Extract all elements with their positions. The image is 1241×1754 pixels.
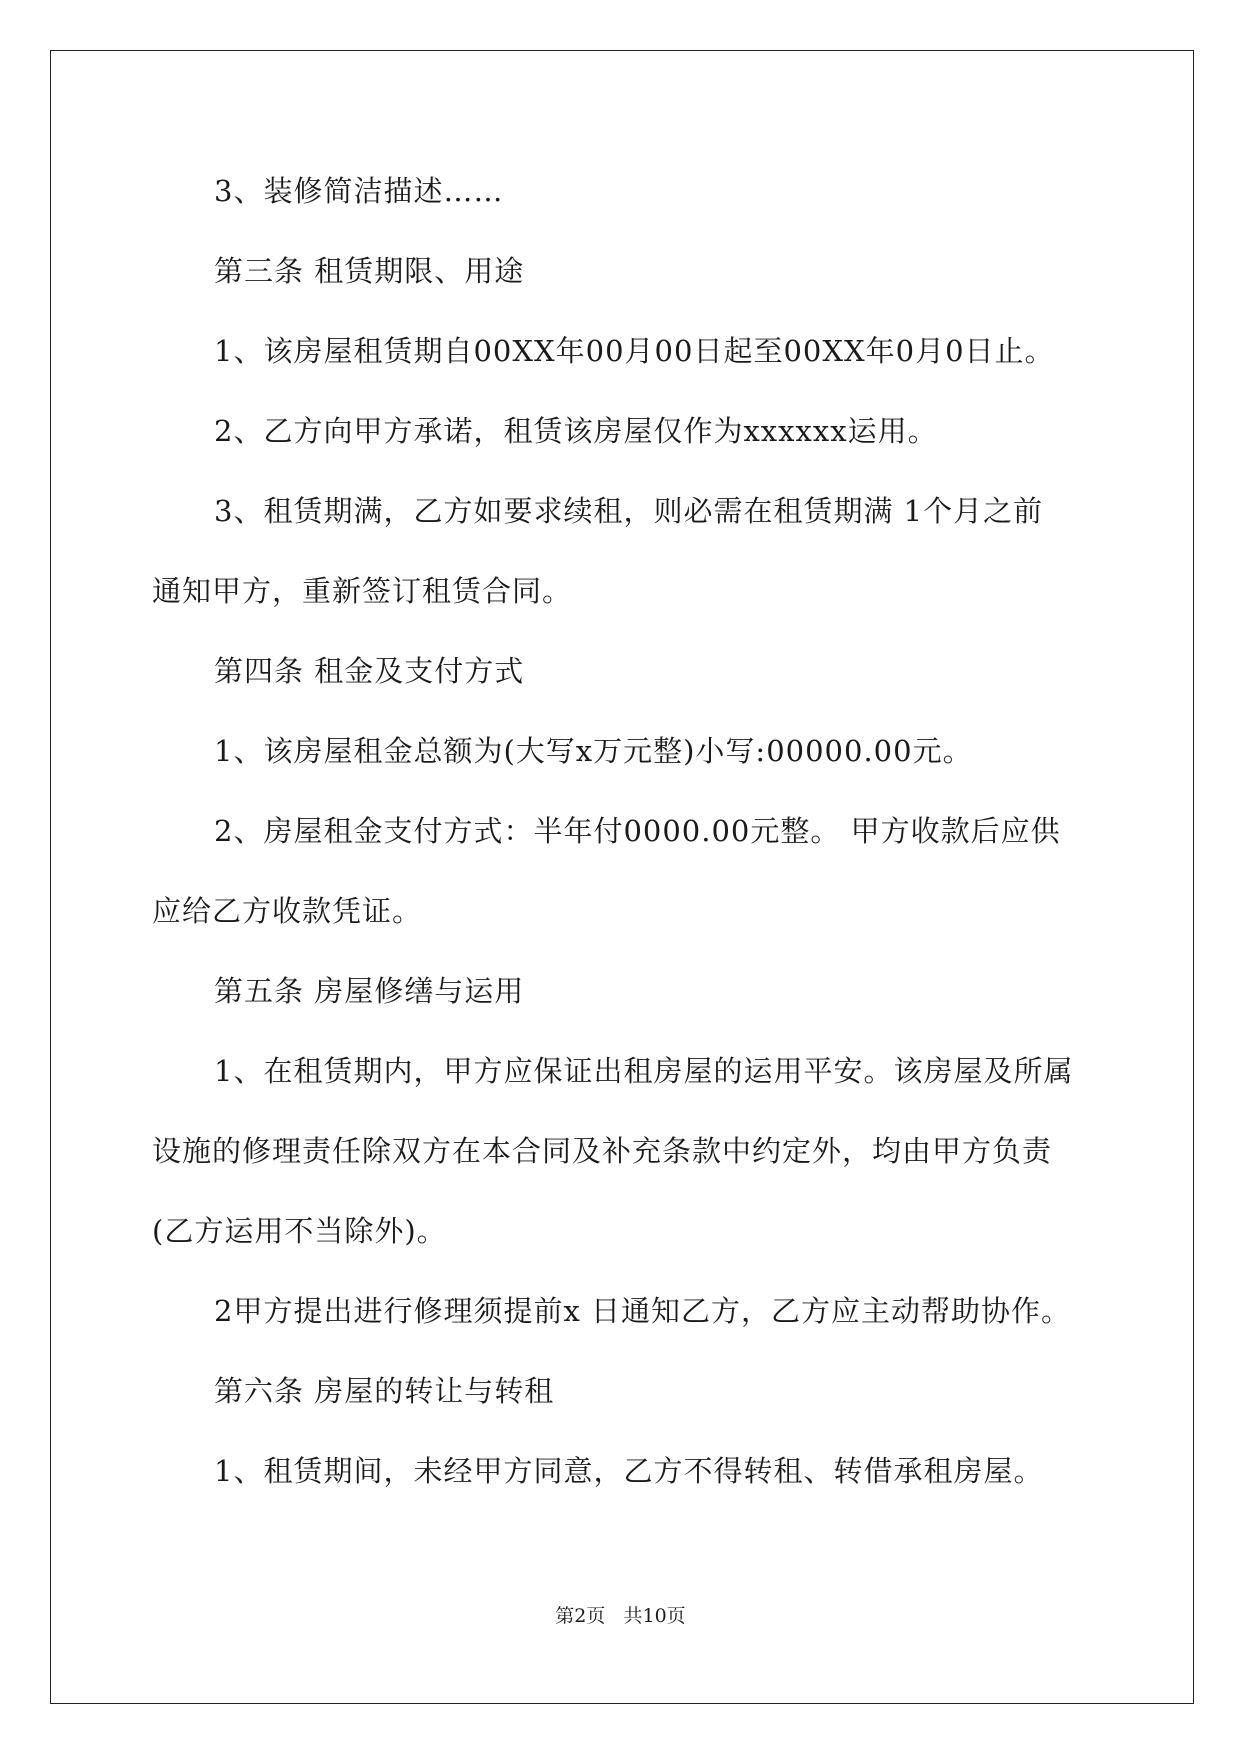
paragraph-line: (乙方运用不当除外)。 bbox=[152, 1214, 447, 1248]
paragraph-line: 2、乙方向甲方承诺，租赁该房屋仅作为xxxxxx运用。 bbox=[214, 414, 938, 448]
paragraph-line: 2甲方提出进行修理须提前x 日通知乙方，乙方应主动帮助协作。 bbox=[214, 1294, 1072, 1328]
paragraph-line: 1、在租赁期内，甲方应保证出租房屋的运用平安。该房屋及所属 bbox=[214, 1054, 1074, 1088]
paragraph-line: 3、租赁期满，乙方如要求续租，则必需在租赁期满 1个月之前 bbox=[214, 494, 1044, 528]
page-footer: 第2页 共10页 bbox=[555, 1605, 686, 1627]
paragraph-line: 通知甲方，重新签订租赁合同。 bbox=[152, 574, 573, 608]
paragraph-line: 1、租赁期间，未经甲方同意，乙方不得转租、转借承租房屋。 bbox=[214, 1454, 1044, 1488]
section-heading: 第五条 房屋修缮与运用 bbox=[214, 974, 525, 1008]
section-heading: 第三条 租赁期限、用途 bbox=[214, 254, 525, 288]
paragraph-line: 2、房屋租金支付方式：半年付0000.00元整。 甲方收款后应供 bbox=[214, 814, 1061, 848]
paragraph-line: 1、该房屋租赁期自00XX年00月00日起至00XX年0月0日止。 bbox=[214, 334, 1055, 368]
section-heading: 第四条 租金及支付方式 bbox=[214, 654, 525, 688]
paragraph-line: 应给乙方收款凭证。 bbox=[152, 894, 423, 928]
paragraph-line: 3、装修简洁描述…… bbox=[214, 174, 504, 208]
section-heading: 第六条 房屋的转让与转租 bbox=[214, 1374, 555, 1408]
paragraph-line: 1、该房屋租金总额为(大写x万元整)小写:00000.00元。 bbox=[214, 734, 973, 768]
paragraph-line: 设施的修理责任除双方在本合同及补充条款中约定外，均由甲方负责 bbox=[152, 1134, 1053, 1168]
